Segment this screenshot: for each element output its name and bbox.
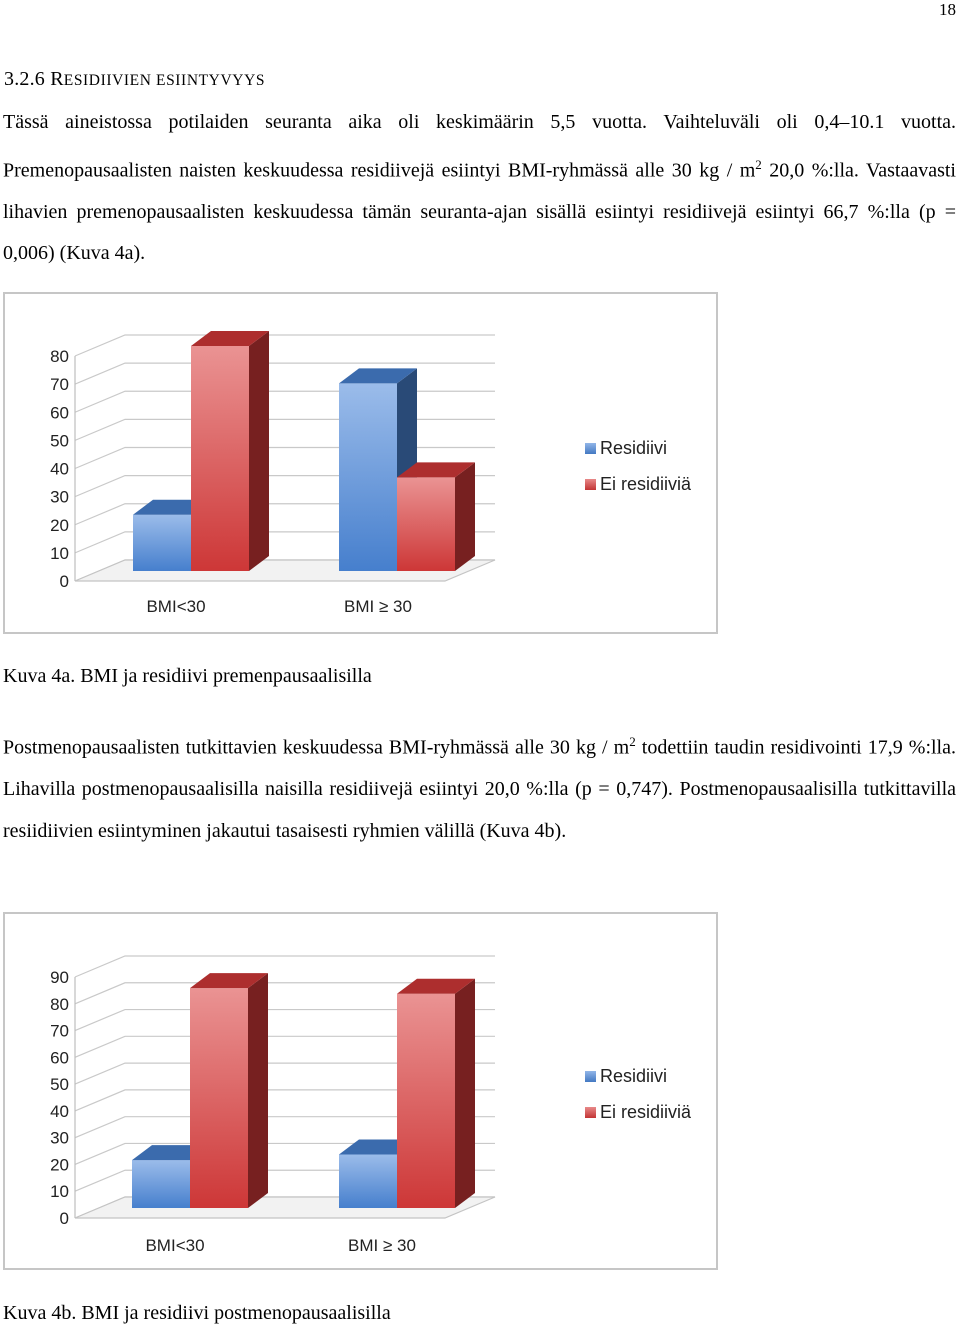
legend-swatch <box>585 1071 596 1082</box>
figure-caption-4b: Kuva 4b. BMI ja residiivi postmenopausaalisilla <box>3 1302 391 1324</box>
y-tick-label: 80 <box>50 994 69 1014</box>
y-tick-label: 40 <box>50 459 69 479</box>
y-tick-label: 0 <box>59 1209 69 1228</box>
bar-side-ei-residiivia <box>249 331 269 571</box>
paragraph-text: todettiin taudin residivointi 17,9 %:lla. Lihavilla postmenopausaalisilla naisilla residiivejä esiintyi 20,0 %:lla (p = 0,747). Postmenopausaalisilla tutkittavilla resiidiivien esiintyminen jakautui tasaisesti ryhmien välillä (Kuva 4b). <box>3 736 956 842</box>
legend-label: Residiivi <box>600 438 668 458</box>
bar-side-ei-residiivia <box>248 973 268 1208</box>
y-tick-label: 60 <box>50 403 69 423</box>
chart-4b-svg <box>5 914 716 1268</box>
section-heading <box>4 68 265 91</box>
paragraph-text: Tässä aineistossa potilaiden seuranta aika oli keskimäärin 5,5 vuotta. Vaihteluväli oli 0,4–10.1 vuotta. Premenopausaalisten naisten keskuudessa residiivejä esiintyi BMI-ryhmässä alle 30 kg / m <box>3 111 956 182</box>
y-tick-label: 30 <box>50 1128 69 1148</box>
section-title-rest: ESIDIIVIEN ESIINTYVYYS <box>63 72 266 89</box>
bar-ei-residiivia <box>190 988 248 1208</box>
chart-4b <box>3 912 718 1270</box>
y-tick-label: 80 <box>50 347 69 366</box>
y-tick-label: 70 <box>50 1021 69 1041</box>
paragraph-text: 20,0 %:lla. Vastaavasti lihavien premenopausaalisten keskuudessa tämän seuranta-ajan sisällä esiintyi residiivejä esiintyi 66,7 %:lla (p = 0,006) (Kuva 4a). <box>3 159 956 265</box>
page-number: 18 <box>939 0 956 19</box>
y-tick-label: 20 <box>50 1155 69 1175</box>
chart-4a-svg <box>5 294 716 632</box>
paragraph-text: Postmenopausaalisten tutkittavien keskuudessa BMI-ryhmässä alle 30 kg / m <box>3 736 630 759</box>
legend-label: Residiivi <box>600 1066 668 1086</box>
legend-swatch <box>585 479 596 490</box>
x-category-label: BMI<30 <box>145 1236 205 1255</box>
y-tick-label: 30 <box>50 487 69 507</box>
bar-residiivi <box>133 515 191 571</box>
y-tick-label: 20 <box>50 515 69 535</box>
y-tick-label: 0 <box>59 572 69 591</box>
bar-side-ei-residiivia <box>455 979 475 1208</box>
section-number: 3.2.6 <box>4 68 45 90</box>
x-category-label: BMI ≥ 30 <box>348 1236 416 1255</box>
bar-residiivi <box>339 383 397 571</box>
legend-swatch <box>585 443 596 454</box>
y-tick-label: 60 <box>50 1048 69 1068</box>
bar-ei-residiivia <box>397 994 455 1208</box>
legend-label: Ei residiiviä <box>600 1102 692 1122</box>
x-category-label: BMI ≥ 30 <box>344 597 412 616</box>
figure-caption-4a: Kuva 4a. BMI ja residiivi premenpausaalisilla <box>3 665 372 687</box>
section-first-letter: R <box>50 68 64 90</box>
paragraph-postmenopausal <box>3 721 956 852</box>
y-tick-label: 10 <box>50 1182 69 1202</box>
y-tick-label: 90 <box>50 968 69 987</box>
y-tick-label: 40 <box>50 1101 69 1121</box>
superscript: 2 <box>755 156 762 172</box>
legend-swatch <box>585 1107 596 1118</box>
bar-ei-residiivia <box>397 477 455 571</box>
bar-ei-residiivia <box>191 346 249 571</box>
bar-residiivi <box>339 1154 397 1208</box>
y-tick-label: 50 <box>50 431 69 451</box>
bar-side-ei-residiivia <box>455 462 475 571</box>
superscript: 2 <box>629 734 636 749</box>
legend-label: Ei residiiviä <box>600 474 692 494</box>
y-tick-label: 70 <box>50 375 69 395</box>
x-category-label: BMI<30 <box>146 597 206 616</box>
chart-4a <box>3 292 718 634</box>
y-tick-label: 10 <box>50 543 69 563</box>
paragraph-premenopausal <box>3 102 956 275</box>
bar-residiivi <box>132 1160 190 1208</box>
y-tick-label: 50 <box>50 1075 69 1095</box>
